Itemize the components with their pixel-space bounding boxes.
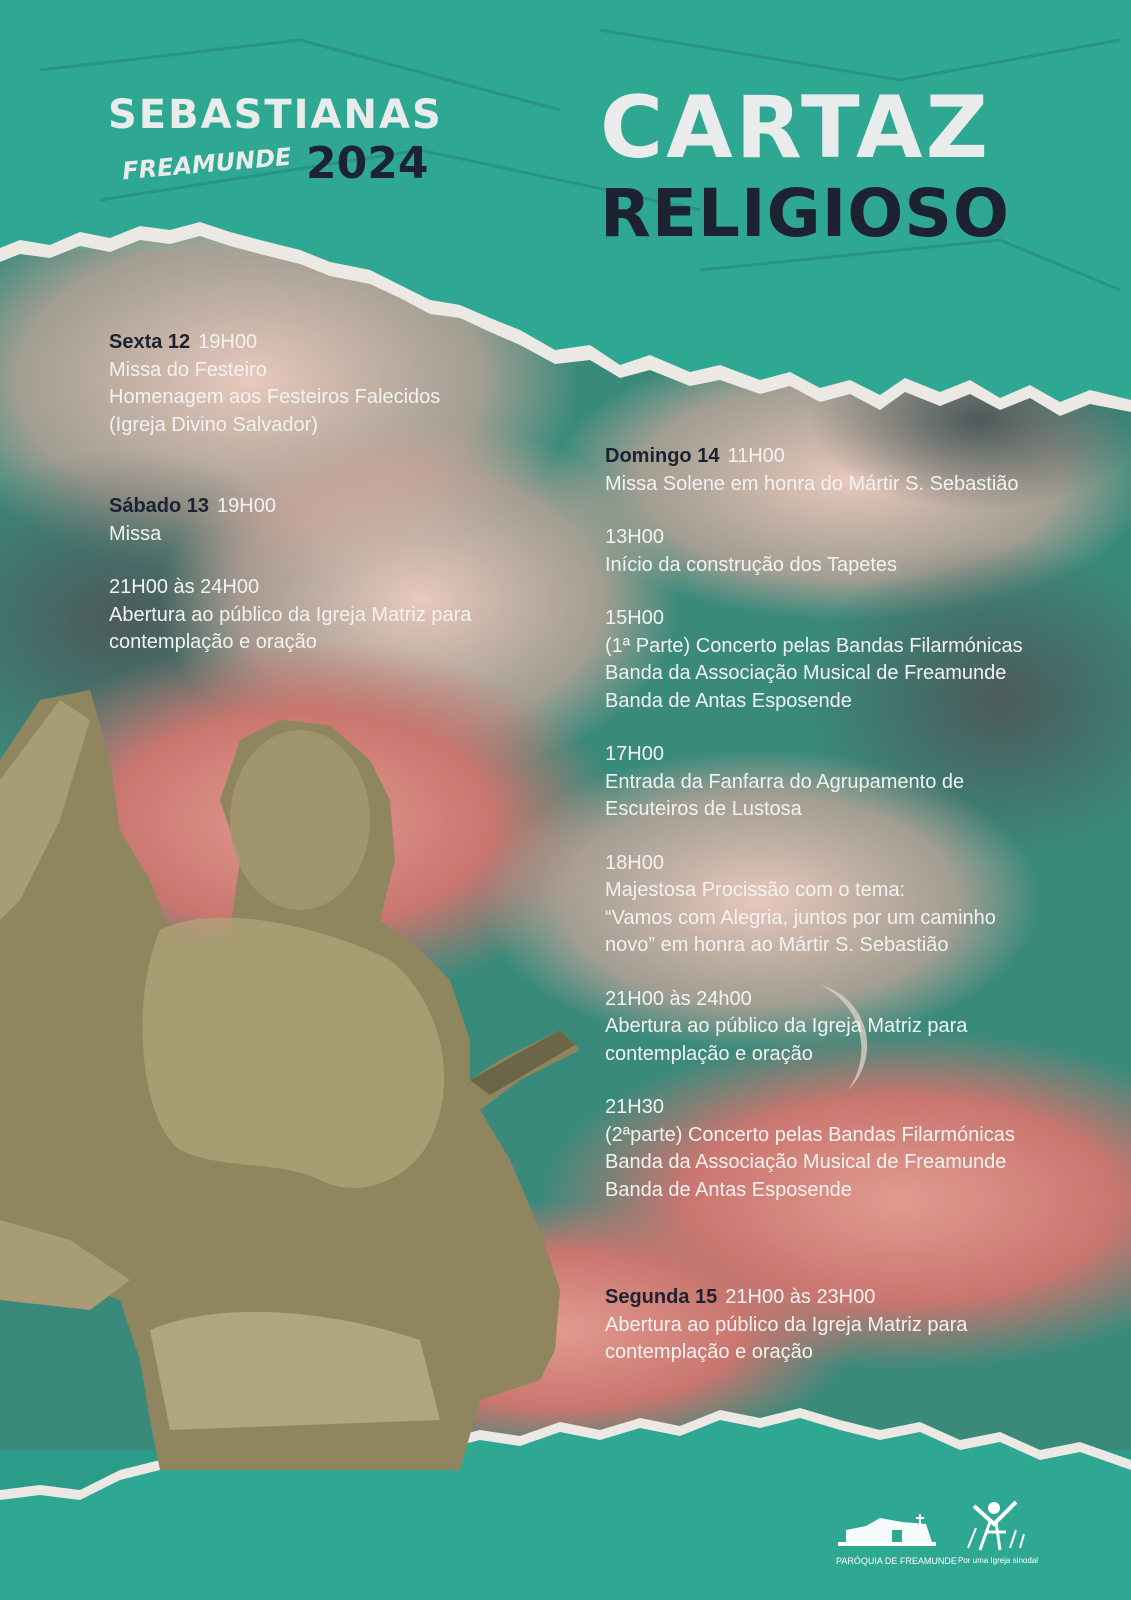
event-day: Sábado 13	[109, 495, 210, 517]
event-sunday-4	[605, 741, 1075, 824]
event-sunday-3	[605, 605, 1075, 715]
event-line: (Igreja Divino Salvador)	[109, 413, 318, 436]
festival-title: SEBASTIANAS	[108, 92, 443, 138]
event-time: 21H00 às 24h00	[605, 987, 752, 1010]
event-time: 21H00 às 24H00	[109, 576, 260, 598]
event-header	[109, 493, 549, 521]
event-line: contemplação e oração	[605, 1042, 813, 1065]
church-icon	[836, 1512, 940, 1552]
event-line: novo” em honra ao Mártir S. Sebastião	[605, 934, 949, 956]
event-time: 19H00	[198, 331, 258, 353]
event-line: Banda de Antas Esposende	[605, 1178, 852, 1201]
synod-caption: Por uma Igreja sinodal	[958, 1556, 1039, 1565]
event-line: Homenagem aos Festeiros Falecidos	[109, 386, 441, 408]
event-line: Abertura ao público da Igreja Matriz para	[605, 1313, 968, 1336]
event-time: 18H00	[605, 851, 664, 874]
event-time: 13H00	[605, 526, 664, 548]
festival-year: 2024	[306, 138, 429, 189]
event-line: contemplação e oração	[109, 631, 317, 653]
event-line: (1ª Parte) Concerto pelas Bandas Filarmónicas	[605, 634, 1023, 657]
event-sunday-5	[605, 850, 1075, 960]
event-line: Banda da Associação Musical de Freamunde	[605, 662, 1007, 684]
event-time: 15H00	[605, 607, 664, 629]
event-time: 21H00 às 23H00	[725, 1286, 876, 1308]
headline-line-1: CARTAZ	[600, 78, 991, 178]
schedule-left-column	[109, 329, 549, 683]
event-header	[605, 524, 1075, 552]
schedule-right-column	[605, 443, 1075, 1393]
footer-logos	[832, 1498, 1052, 1570]
event-monday	[605, 1284, 1075, 1367]
event-header	[605, 741, 1075, 769]
event-header	[605, 1284, 1075, 1312]
event-day: Sexta 12	[109, 331, 191, 353]
event-sunday-2	[605, 524, 1075, 579]
festival-town: FREAMUNDE	[121, 142, 293, 186]
event-day: Segunda 15	[605, 1286, 718, 1308]
event-header	[605, 986, 1075, 1014]
event-day: Domingo 14	[605, 445, 720, 467]
event-line: Missa	[109, 522, 162, 545]
event-time: 17H00	[605, 743, 664, 765]
synod-icon	[960, 1498, 1030, 1554]
event-line: Escuteiros de Lustosa	[605, 798, 802, 820]
event-line: contemplação e oração	[605, 1341, 813, 1363]
event-header	[605, 443, 1075, 471]
event-line: Banda de Antas Esposende	[605, 689, 852, 712]
event-time: 19H00	[217, 495, 276, 517]
event-time: 21H30	[605, 1096, 664, 1118]
event-line: Banda da Associação Musical de Freamunde	[605, 1151, 1007, 1173]
poster-headline	[600, 80, 1040, 252]
event-sunday-1	[605, 443, 1075, 498]
event-header	[605, 605, 1075, 633]
event-line: (2ªparte) Concerto pelas Bandas Filarmónicas	[605, 1123, 1015, 1146]
event-header	[605, 850, 1075, 878]
event-sunday-6	[605, 986, 1075, 1069]
event-saturday-1	[109, 493, 549, 548]
event-line: Início da construção dos Tapetes	[605, 553, 898, 576]
event-line: Missa do Festeiro	[109, 358, 267, 381]
event-line: Missa Solene em honra do Mártir S. Sebastião	[605, 472, 1019, 495]
event-time: 11H00	[727, 445, 785, 467]
event-header	[109, 574, 549, 602]
event-header	[605, 1094, 1075, 1122]
headline-line-2: RELIGIOSO	[600, 175, 1010, 252]
event-line: Abertura ao público da Igreja Matriz para	[605, 1015, 968, 1037]
festival-logo	[108, 92, 448, 192]
event-friday	[109, 329, 549, 439]
event-header	[109, 329, 549, 357]
event-line: Abertura ao público da Igreja Matriz para	[109, 603, 472, 626]
event-line: Entrada da Fanfarra do Agrupamento de	[605, 770, 965, 793]
event-line: Majestosa Procissão com o tema:	[605, 879, 906, 901]
parish-caption: PARÓQUIA DE FREAMUNDE	[836, 1556, 957, 1566]
event-sunday-7	[605, 1094, 1075, 1204]
event-line: “Vamos com Alegria, juntos por um caminho	[605, 906, 996, 929]
event-saturday-2	[109, 574, 549, 657]
